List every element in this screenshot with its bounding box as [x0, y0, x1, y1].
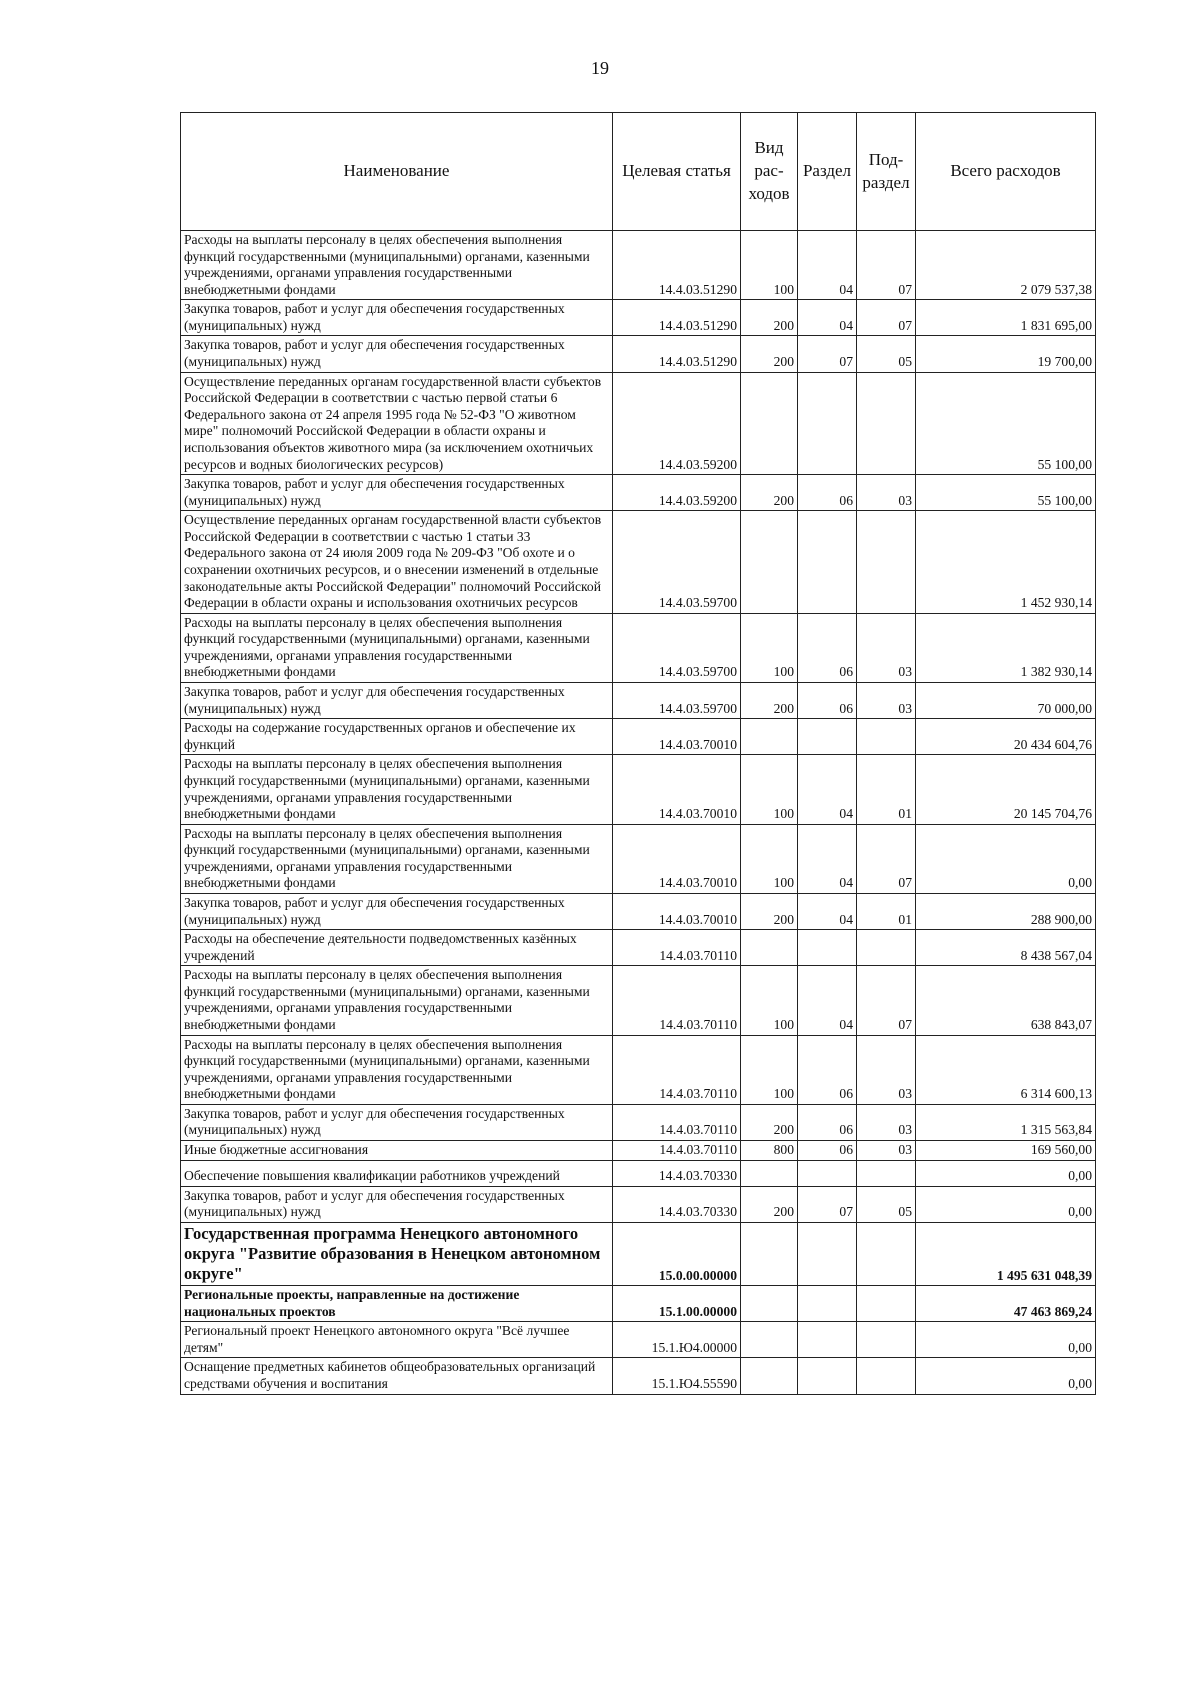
cell-razdel: 06	[798, 683, 857, 719]
cell-code: 14.4.03.51290	[613, 231, 741, 300]
cell-total: 0,00	[916, 1160, 1096, 1186]
cell-name: Расходы на выплаты персоналу в целях обеспечения выполнения функций государственными (муниципальными) органами, казенными учреждениями, органами управления государственными внебюджетными фондами	[181, 755, 613, 824]
col-header-vid: Вид рас-ходов	[741, 113, 798, 231]
cell-total: 638 843,07	[916, 966, 1096, 1035]
cell-total: 2 079 537,38	[916, 231, 1096, 300]
cell-vid	[741, 1322, 798, 1358]
cell-code: 14.4.03.59700	[613, 613, 741, 682]
cell-total: 288 900,00	[916, 893, 1096, 929]
cell-name: Осуществление переданных органам государственной власти субъектов Российской Федерации в соответствии с частью 1 статьи 33 Федерального закона от 24 июля 2009 года № 209-ФЗ "Об охоте и о сохранении охотничьих ресурсов, и о внесении изменений в отдельные законодательные акты Российской Федерации" полномочий Российской Федерации в области охраны и использования охотничьих ресурсов	[181, 511, 613, 613]
cell-razdel	[798, 372, 857, 474]
cell-total: 1 382 930,14	[916, 613, 1096, 682]
table-row	[181, 893, 1096, 929]
cell-podrazdel: 01	[857, 755, 916, 824]
cell-razdel: 04	[798, 755, 857, 824]
col-header-total: Всего расходов	[916, 113, 1096, 231]
cell-code: 14.4.03.59200	[613, 372, 741, 474]
cell-code: 15.1.Ю4.00000	[613, 1322, 741, 1358]
cell-vid: 200	[741, 683, 798, 719]
cell-code: 14.4.03.59700	[613, 683, 741, 719]
cell-total: 169 560,00	[916, 1141, 1096, 1161]
cell-code: 14.4.03.70010	[613, 755, 741, 824]
table-row	[181, 1141, 1096, 1161]
cell-podrazdel: 07	[857, 300, 916, 336]
cell-vid: 200	[741, 893, 798, 929]
cell-name: Расходы на выплаты персоналу в целях обеспечения выполнения функций государственными (муниципальными) органами, казенными учреждениями, органами управления государственными внебюджетными фондами	[181, 231, 613, 300]
cell-podrazdel	[857, 1222, 916, 1285]
cell-name: Расходы на выплаты персоналу в целях обеспечения выполнения функций государственными (муниципальными) органами, казенными учреждениями, органами управления государственными внебюджетными фондами	[181, 1035, 613, 1104]
table-row	[181, 231, 1096, 300]
cell-name: Расходы на выплаты персоналу в целях обеспечения выполнения функций государственными (муниципальными) органами, казенными учреждениями, органами управления государственными внебюджетными фондами	[181, 613, 613, 682]
cell-razdel: 04	[798, 966, 857, 1035]
cell-podrazdel	[857, 1286, 916, 1322]
cell-code: 14.4.03.70330	[613, 1186, 741, 1222]
cell-name: Закупка товаров, работ и услуг для обеспечения государственных (муниципальных) нужд	[181, 1104, 613, 1140]
cell-razdel: 06	[798, 613, 857, 682]
cell-razdel: 06	[798, 1141, 857, 1161]
cell-razdel: 04	[798, 231, 857, 300]
table-row-program	[181, 1222, 1096, 1285]
cell-total: 70 000,00	[916, 683, 1096, 719]
table-row	[181, 1104, 1096, 1140]
col-header-podrazdel: Под-раздел	[857, 113, 916, 231]
cell-total: 55 100,00	[916, 475, 1096, 511]
cell-razdel: 07	[798, 1186, 857, 1222]
cell-vid	[741, 1286, 798, 1322]
cell-name: Расходы на выплаты персоналу в целях обеспечения выполнения функций государственными (муниципальными) органами, казенными учреждениями, органами управления государственными внебюджетными фондами	[181, 966, 613, 1035]
cell-podrazdel: 03	[857, 613, 916, 682]
cell-vid	[741, 1222, 798, 1285]
cell-vid: 100	[741, 966, 798, 1035]
table-row	[181, 336, 1096, 372]
cell-podrazdel: 03	[857, 475, 916, 511]
cell-podrazdel	[857, 930, 916, 966]
cell-razdel	[798, 930, 857, 966]
cell-name: Расходы на выплаты персоналу в целях обеспечения выполнения функций государственными (муниципальными) органами, казенными учреждениями, органами управления государственными внебюджетными фондами	[181, 824, 613, 893]
cell-code: 14.4.03.70110	[613, 1141, 741, 1161]
table-row	[181, 1322, 1096, 1358]
col-header-name: Наименование	[181, 113, 613, 231]
cell-razdel: 06	[798, 475, 857, 511]
cell-razdel	[798, 1322, 857, 1358]
table-row	[181, 755, 1096, 824]
cell-code: 14.4.03.70110	[613, 930, 741, 966]
cell-vid: 100	[741, 1035, 798, 1104]
cell-podrazdel	[857, 719, 916, 755]
cell-code: 14.4.03.51290	[613, 300, 741, 336]
table-header-row	[181, 113, 1096, 231]
cell-code: 14.4.03.70110	[613, 966, 741, 1035]
cell-code: 15.1.Ю4.55590	[613, 1358, 741, 1394]
cell-total: 1 315 563,84	[916, 1104, 1096, 1140]
cell-code: 15.1.00.00000	[613, 1286, 741, 1322]
cell-podrazdel	[857, 1160, 916, 1186]
table-row	[181, 1160, 1096, 1186]
cell-razdel	[798, 1358, 857, 1394]
cell-vid	[741, 372, 798, 474]
cell-total: 6 314 600,13	[916, 1035, 1096, 1104]
cell-total: 1 452 930,14	[916, 511, 1096, 613]
cell-razdel	[798, 1286, 857, 1322]
cell-name: Региональные проекты, направленные на достижение национальных проектов	[181, 1286, 613, 1322]
cell-vid: 100	[741, 613, 798, 682]
cell-razdel	[798, 1222, 857, 1285]
cell-name: Расходы на обеспечение деятельности подведомственных казённых учреждений	[181, 930, 613, 966]
cell-razdel: 04	[798, 824, 857, 893]
cell-name: Закупка товаров, работ и услуг для обеспечения государственных (муниципальных) нужд	[181, 893, 613, 929]
cell-podrazdel	[857, 1358, 916, 1394]
cell-code: 14.4.03.70010	[613, 893, 741, 929]
cell-podrazdel	[857, 372, 916, 474]
cell-vid: 800	[741, 1141, 798, 1161]
table-row	[181, 683, 1096, 719]
cell-podrazdel: 07	[857, 966, 916, 1035]
cell-vid	[741, 930, 798, 966]
cell-code: 15.0.00.00000	[613, 1222, 741, 1285]
page-number: 19	[591, 58, 609, 78]
table-row	[181, 966, 1096, 1035]
cell-vid: 100	[741, 824, 798, 893]
cell-name: Государственная программа Ненецкого автономного округа "Развитие образования в Ненецком автономном округе"	[181, 1222, 613, 1285]
table-row	[181, 613, 1096, 682]
cell-name: Региональный проект Ненецкого автономного округа "Всё лучшее детям"	[181, 1322, 613, 1358]
cell-name: Иные бюджетные ассигнования	[181, 1141, 613, 1161]
budget-table	[180, 112, 1096, 1395]
cell-podrazdel: 07	[857, 231, 916, 300]
table-row-subprogram	[181, 1286, 1096, 1322]
cell-code: 14.4.03.70010	[613, 824, 741, 893]
cell-razdel: 07	[798, 336, 857, 372]
cell-podrazdel: 03	[857, 1035, 916, 1104]
table-row	[181, 372, 1096, 474]
cell-podrazdel	[857, 1322, 916, 1358]
cell-code: 14.4.03.59700	[613, 511, 741, 613]
table-row	[181, 930, 1096, 966]
cell-vid	[741, 719, 798, 755]
table-row	[181, 1186, 1096, 1222]
cell-name: Закупка товаров, работ и услуг для обеспечения государственных (муниципальных) нужд	[181, 475, 613, 511]
table-row	[181, 719, 1096, 755]
cell-total: 19 700,00	[916, 336, 1096, 372]
cell-razdel: 04	[798, 893, 857, 929]
cell-name: Закупка товаров, работ и услуг для обеспечения государственных (муниципальных) нужд	[181, 300, 613, 336]
cell-vid: 200	[741, 1186, 798, 1222]
cell-razdel: 04	[798, 300, 857, 336]
cell-name: Обеспечение повышения квалификации работников учреждений	[181, 1160, 613, 1186]
cell-total: 0,00	[916, 1358, 1096, 1394]
cell-vid: 200	[741, 336, 798, 372]
cell-total: 0,00	[916, 1322, 1096, 1358]
cell-vid	[741, 511, 798, 613]
cell-vid: 100	[741, 755, 798, 824]
cell-podrazdel: 01	[857, 893, 916, 929]
cell-name: Оснащение предметных кабинетов общеобразовательных организаций средствами обучения и воспитания	[181, 1358, 613, 1394]
table-row	[181, 1035, 1096, 1104]
table-row	[181, 511, 1096, 613]
col-header-razdel: Раздел	[798, 113, 857, 231]
cell-razdel	[798, 719, 857, 755]
cell-name: Расходы на содержание государственных органов и обеспечение их функций	[181, 719, 613, 755]
cell-podrazdel: 07	[857, 824, 916, 893]
cell-vid: 200	[741, 1104, 798, 1140]
cell-vid	[741, 1160, 798, 1186]
cell-code: 14.4.03.70110	[613, 1035, 741, 1104]
cell-total: 55 100,00	[916, 372, 1096, 474]
cell-vid: 200	[741, 300, 798, 336]
cell-podrazdel: 03	[857, 1104, 916, 1140]
cell-razdel: 06	[798, 1104, 857, 1140]
cell-total: 47 463 869,24	[916, 1286, 1096, 1322]
cell-total: 1 831 695,00	[916, 300, 1096, 336]
cell-total: 1 495 631 048,39	[916, 1222, 1096, 1285]
cell-total: 8 438 567,04	[916, 930, 1096, 966]
cell-total: 20 145 704,76	[916, 755, 1096, 824]
cell-razdel	[798, 511, 857, 613]
table-row	[181, 300, 1096, 336]
cell-name: Закупка товаров, работ и услуг для обеспечения государственных (муниципальных) нужд	[181, 336, 613, 372]
cell-total: 20 434 604,76	[916, 719, 1096, 755]
table-row	[181, 475, 1096, 511]
cell-podrazdel: 05	[857, 1186, 916, 1222]
cell-podrazdel: 05	[857, 336, 916, 372]
cell-podrazdel: 03	[857, 1141, 916, 1161]
table-row	[181, 1358, 1096, 1394]
cell-name: Закупка товаров, работ и услуг для обеспечения государственных (муниципальных) нужд	[181, 1186, 613, 1222]
cell-name: Осуществление переданных органам государственной власти субъектов Российской Федерации в соответствии с частью первой статьи 6 Федерального закона от 24 апреля 1995 года № 52-ФЗ "О животном мире" полномочий Российской Федерации в области охраны и использования объектов животного мира (за исключением охотничьих ресурсов и водных биологических ресурсов)	[181, 372, 613, 474]
cell-vid	[741, 1358, 798, 1394]
cell-total: 0,00	[916, 1186, 1096, 1222]
cell-podrazdel: 03	[857, 683, 916, 719]
cell-razdel: 06	[798, 1035, 857, 1104]
cell-razdel	[798, 1160, 857, 1186]
table-row	[181, 824, 1096, 893]
cell-total: 0,00	[916, 824, 1096, 893]
cell-vid: 200	[741, 475, 798, 511]
cell-code: 14.4.03.59200	[613, 475, 741, 511]
cell-code: 14.4.03.70010	[613, 719, 741, 755]
col-header-target: Целевая статья	[613, 113, 741, 231]
cell-code: 14.4.03.70110	[613, 1104, 741, 1140]
cell-podrazdel	[857, 511, 916, 613]
cell-vid: 100	[741, 231, 798, 300]
cell-name: Закупка товаров, работ и услуг для обеспечения государственных (муниципальных) нужд	[181, 683, 613, 719]
cell-code: 14.4.03.51290	[613, 336, 741, 372]
cell-code: 14.4.03.70330	[613, 1160, 741, 1186]
